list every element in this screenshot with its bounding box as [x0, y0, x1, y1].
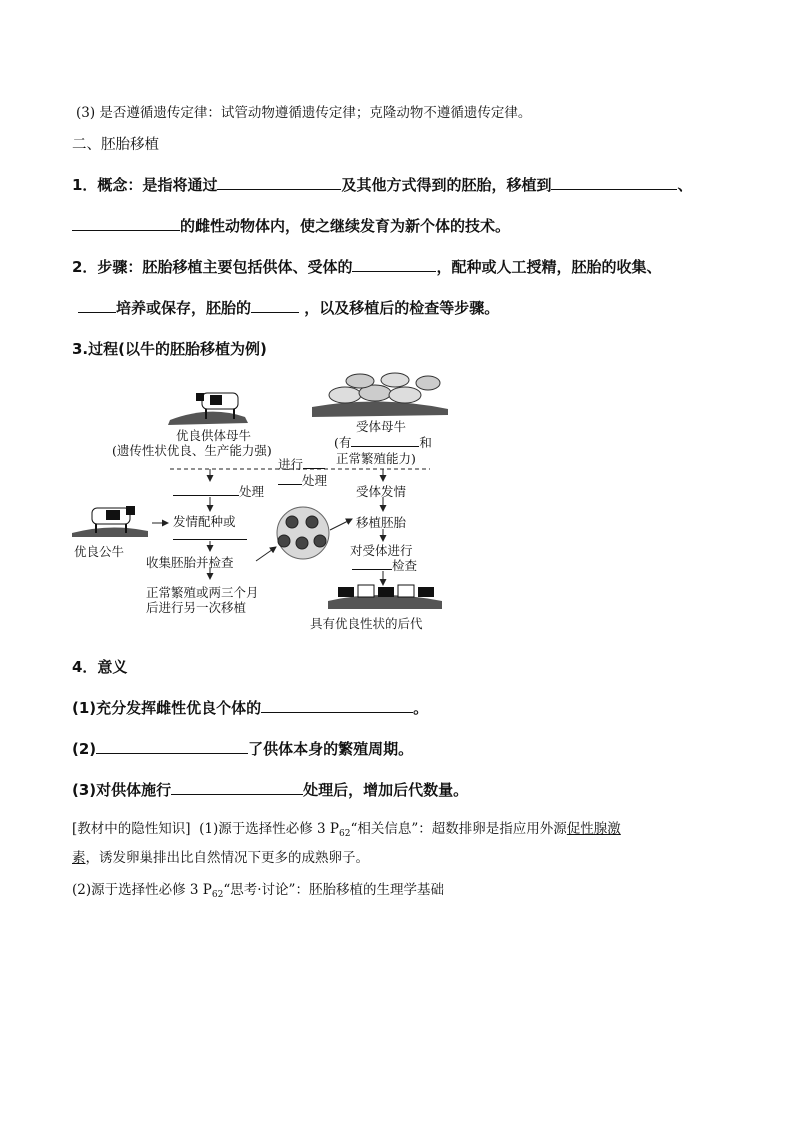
mid-treatment [278, 471, 327, 489]
hk2-text-a: (2)源于选择性必修 3 P [72, 882, 212, 898]
meaning-1-end: 。 [413, 699, 429, 717]
blank-field[interactable] [352, 558, 392, 570]
left-treatment [173, 482, 264, 500]
concept-line-2 [72, 215, 510, 236]
concept-line-1 [72, 174, 692, 195]
concept-text-d: 的雌性动物体内，使之继续发育为新个体的技术。 [180, 217, 511, 235]
jinxing-text: 进行 [278, 457, 304, 472]
recipient-note-a: (有 [334, 435, 352, 450]
embryo-transfer-diagram [70, 365, 450, 635]
transplant-label: 移植胚胎 [356, 515, 407, 530]
offspring-herd-image [328, 585, 442, 609]
concept-text-b: 及其他方式得到的胚胎，移植到 [341, 176, 552, 194]
embryo-dish-image [277, 507, 329, 559]
hk1-page-sub: 62 [339, 829, 351, 839]
recipient-note-2: 正常繁殖能力) [336, 451, 416, 466]
recipient-herd-image [312, 373, 448, 417]
hk1-text-c: ，诱发卵巢排出比自然情况下更多的成熟卵子。 [85, 850, 369, 866]
steps-text-a: 2．步骤：胚胎移植主要包括供体、受体的 [72, 258, 353, 276]
steps-text-c: 培养或保存，胚胎的 [116, 299, 252, 317]
check-label-a: 对受体进行 [350, 543, 413, 558]
repeat-label-b: 后进行另一次移植 [146, 600, 247, 615]
steps-text-d: ，以及移植后的检查等步骤。 [304, 299, 500, 317]
offspring-label: 具有优良性状的后代 [310, 616, 423, 631]
meaning-2 [72, 738, 413, 759]
donor-cow-image [168, 393, 248, 425]
meaning-heading: 4．意义 [72, 658, 128, 676]
left-treatment-text: 处理 [239, 484, 265, 499]
blank-field[interactable] [261, 698, 413, 713]
meaning-3 [72, 779, 468, 800]
meaning-1-text: (1)充分发挥雌性优良个体的 [72, 699, 262, 717]
blank-field[interactable] [173, 528, 247, 540]
hk1-text-a: (1)源于选择性必修 3 P [199, 821, 340, 837]
hk1-text-b: “相关信息”：超数排卵是指应用外源 [350, 821, 567, 837]
hk1-underlined-2: 素 [72, 850, 86, 866]
mid-treatment-text: 处理 [302, 473, 328, 488]
blank-field[interactable] [278, 473, 302, 485]
mating-label: 发情配种或 [173, 514, 236, 529]
meaning-1 [72, 697, 428, 718]
donor-label: 优良供体母牛 [176, 428, 252, 443]
section-heading: 二、胚胎移植 [72, 137, 159, 153]
hidden-knowledge-1-cont [72, 846, 369, 866]
repeat-label-a: 正常繁殖或两三个月 [146, 585, 259, 600]
blank-field[interactable] [72, 216, 180, 231]
mating-blank [173, 528, 247, 543]
concept-text-c: 、 [677, 176, 693, 194]
recipient-estrus: 受体发情 [356, 484, 407, 499]
steps-line-2 [78, 297, 499, 318]
recipient-note-b: 和 [419, 435, 432, 450]
blank-field[interactable] [217, 175, 341, 190]
blank-field[interactable] [352, 257, 436, 272]
hidden-knowledge-2 [72, 878, 444, 900]
check-text: 检查 [392, 558, 418, 573]
process-heading: 3.过程(以牛的胚胎移植为例) [72, 340, 267, 358]
hk2-page-sub: 62 [211, 890, 224, 900]
donor-note: (遗传性状优良、生产能力强) [112, 443, 272, 458]
bull-label: 优良公牛 [74, 544, 125, 559]
concept-text-a: 1．概念：是指将通过 [72, 176, 218, 194]
blank-field[interactable] [303, 457, 325, 469]
meaning-2-text: 了供体本身的繁殖周期。 [248, 740, 414, 758]
hk1-underlined: 促性腺激 [566, 821, 621, 837]
meaning-3-end: 处理后，增加后代数量。 [303, 781, 469, 799]
meaning-2-prefix: (2) [72, 740, 97, 758]
check-label-b [352, 556, 417, 574]
bull-image [72, 506, 148, 537]
steps-line-1 [72, 256, 661, 277]
steps-text-b: ，配种或人工授精，胚胎的收集、 [436, 258, 662, 276]
hidden-knowledge-1 [72, 817, 621, 839]
hidden-knowledge-label: [教材中的隐性知识] [72, 821, 191, 837]
hk2-text-b: “思考·讨论”：胚胎移植的生理学基础 [223, 882, 444, 898]
blank-field[interactable] [173, 484, 239, 496]
blank-field[interactable] [551, 175, 677, 190]
diagram-graphics [70, 365, 450, 635]
blank-field[interactable] [351, 435, 419, 447]
collect-label: 收集胚胎并检查 [146, 555, 234, 570]
blank-field[interactable] [96, 739, 248, 754]
line-genetic-law: (3) 是否遵循遗传定律：试管动物遵循遗传定律；克隆动物不遵循遗传定律。 [76, 105, 532, 121]
blank-field[interactable] [251, 298, 299, 313]
blank-field[interactable] [171, 780, 303, 795]
meaning-3-text: (3)对供体施行 [72, 781, 172, 799]
blank-field[interactable] [78, 298, 116, 313]
recipient-label: 受体母牛 [356, 419, 407, 434]
